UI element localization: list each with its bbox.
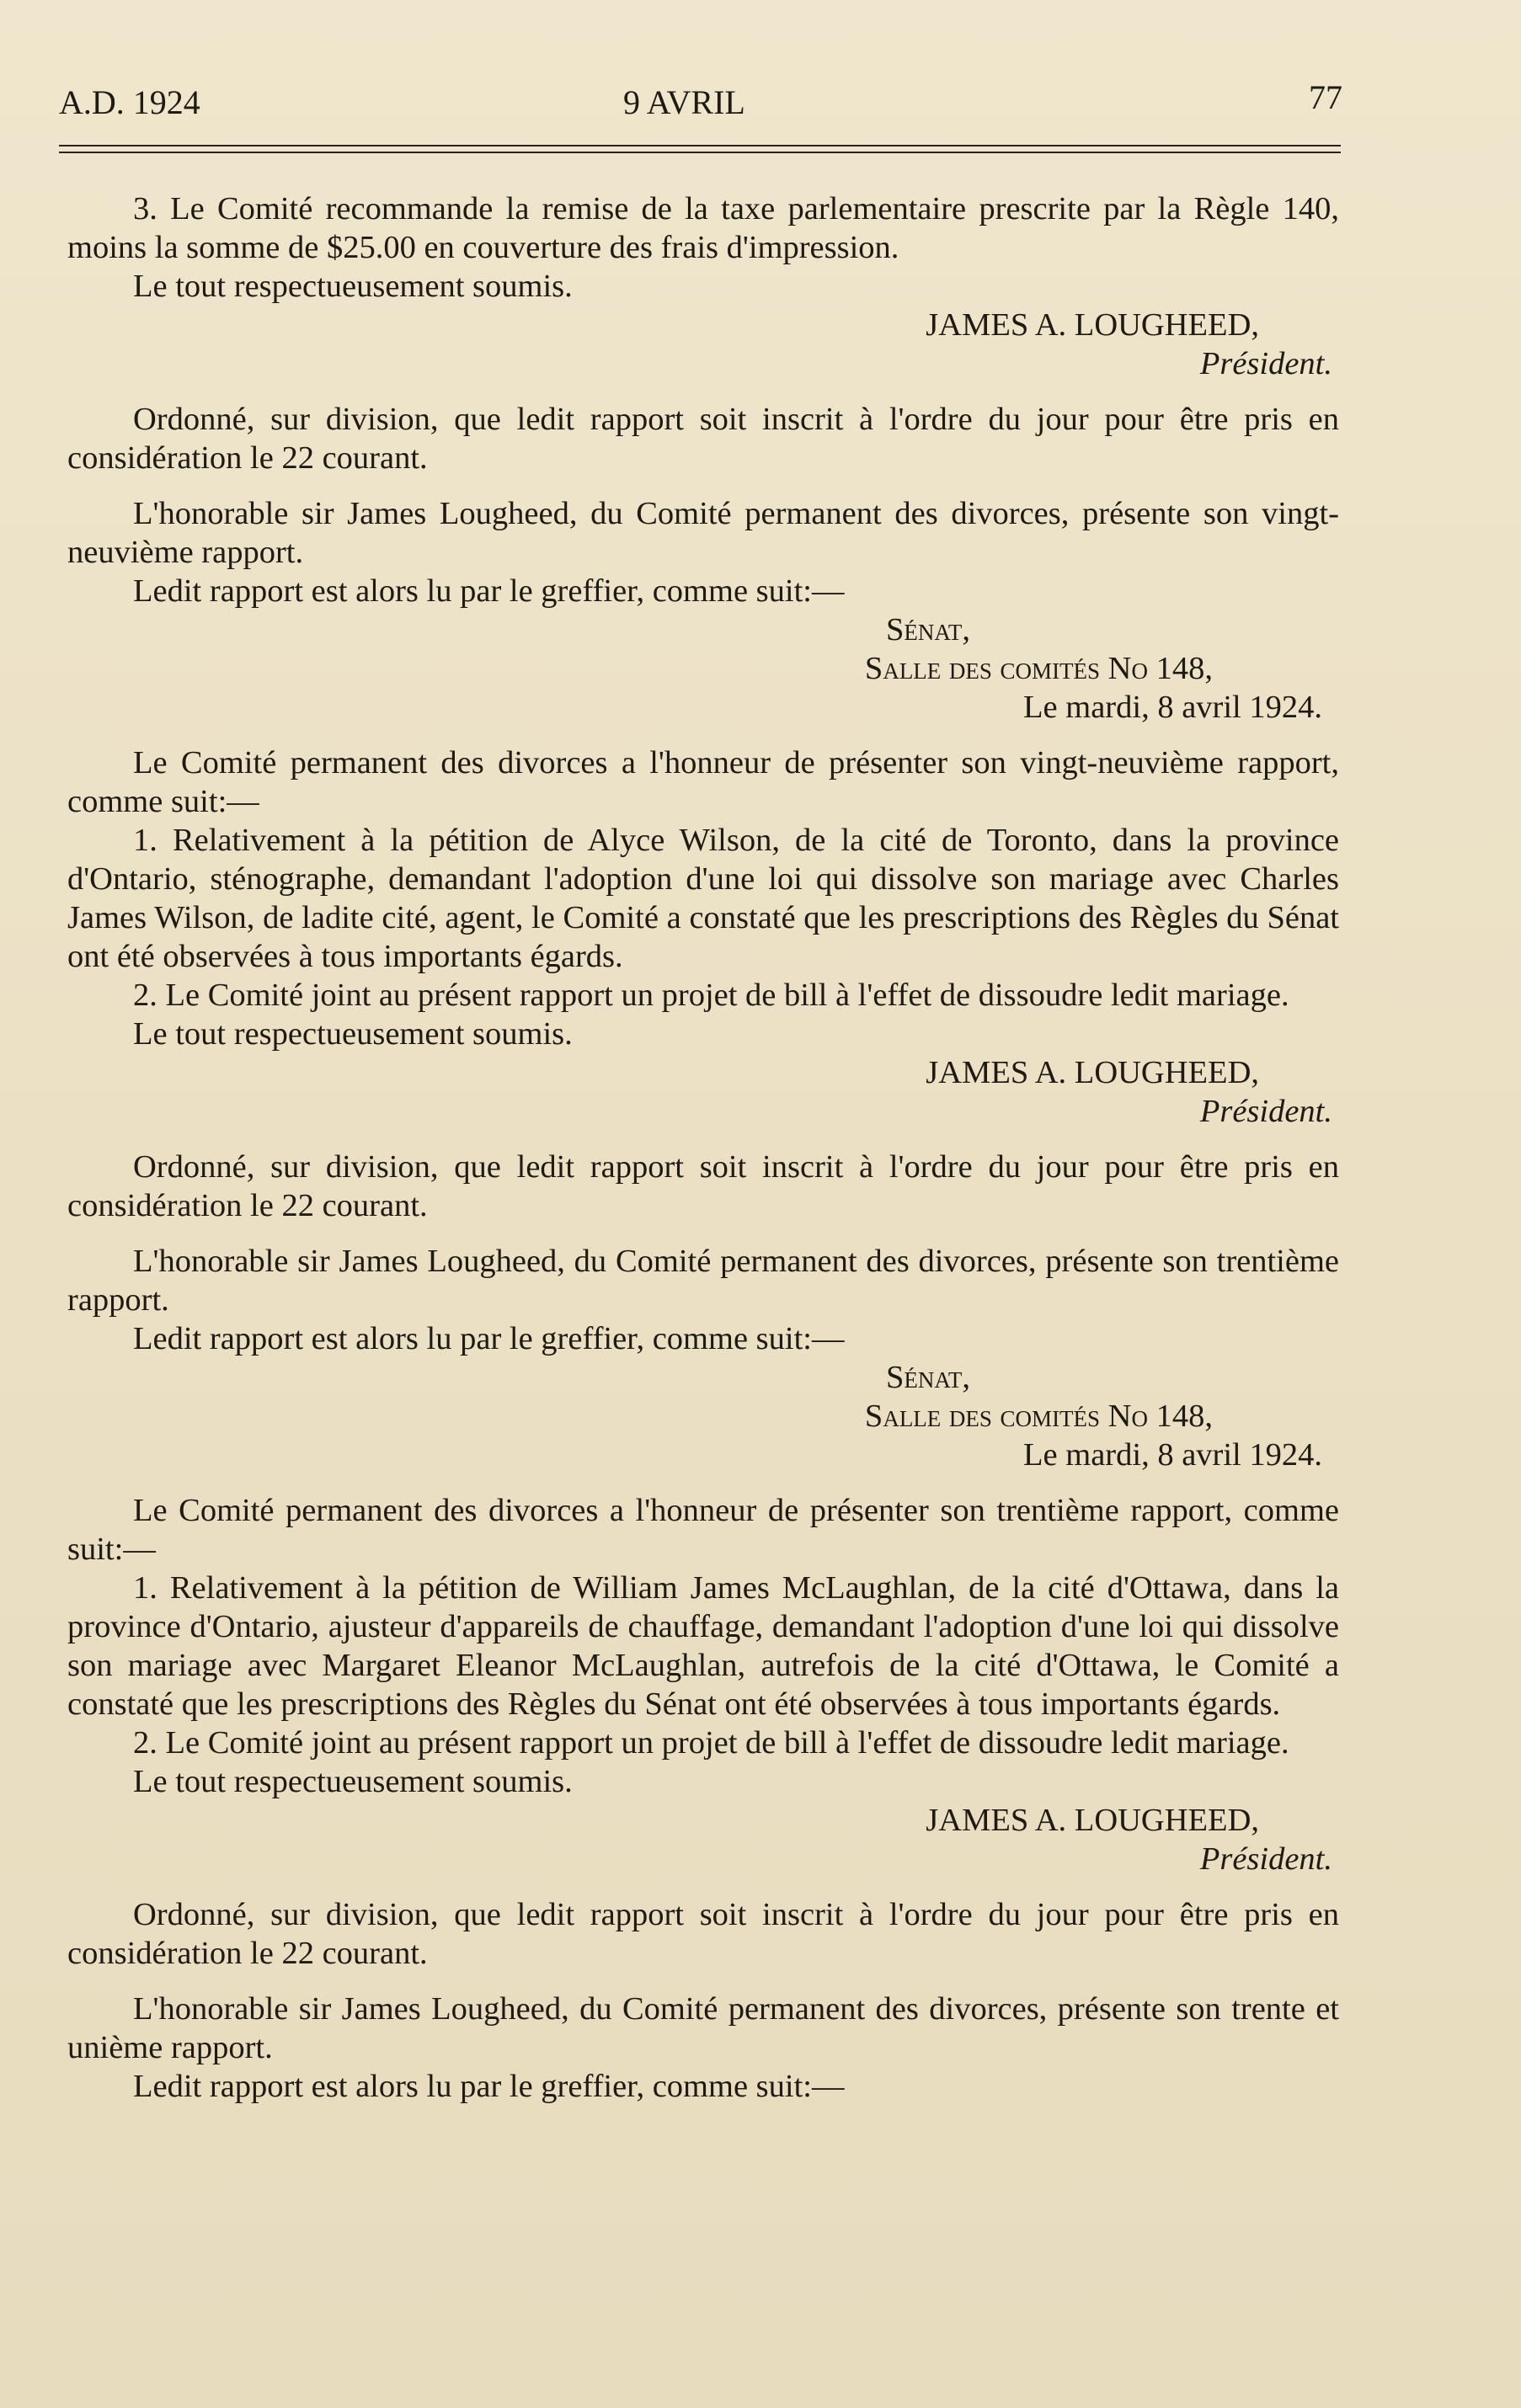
page-header	[59, 78, 1342, 133]
paragraph: L'honorable sir James Lougheed, du Comité permanent des divorces, présente son trentième rapport.	[67, 1244, 1339, 1318]
paragraph: Ledit rapport est alors lu par le greffier, comme suit:—	[133, 573, 845, 609]
report-heading-room: Salle des comités No 148,	[864, 651, 1213, 686]
paragraph: Ordonné, sur division, que ledit rapport soit inscrit à l'ordre du jour pour être pris en considération le 22 courant.	[67, 402, 1339, 476]
paragraph: 1. Relativement à la pétition de William James McLaughlan, de la cité d'Ottawa, dans la province d'Ontario, ajusteur d'appareils de chauffage, demandant l'adoption d'une loi qui dissolve son mariage avec Margaret Eleanor McLaughlan, autrefois de la cité d'Ottawa, le Comité a constaté que les prescriptions des Règles du Sénat ont été observées à tous importants égards.	[67, 1570, 1339, 1722]
paragraph: Ordonné, sur division, que ledit rapport soit inscrit à l'ordre du jour pour être pris en considération le 22 courant.	[67, 1897, 1339, 1971]
report-heading-room: Salle des comités No 148,	[864, 1398, 1213, 1434]
paragraph: Ledit rapport est alors lu par le greffier, comme suit:—	[133, 2069, 845, 2104]
header-date: 9 AVRIL	[623, 83, 745, 121]
paragraph: Ledit rapport est alors lu par le greffier, comme suit:—	[133, 1321, 845, 1356]
report-heading-date: Le mardi, 8 avril 1924.	[1023, 1437, 1322, 1473]
paragraph: 2. Le Comité joint au présent rapport un projet de bill à l'effet de dissoudre ledit mariage.	[133, 978, 1289, 1013]
paragraph: Le Comité permanent des divorces a l'honneur de présenter son trentième rapport, comme suit:—	[67, 1493, 1339, 1567]
paragraph: 1. Relativement à la pétition de Alyce Wilson, de la cité de Toronto, dans la province d'Ontario, sténographe, demandant l'adoption d'une loi qui dissolve son mariage avec Charles James Wilson, de ladite cité, agent, le Comité a constaté que les prescriptions des Règles du Sénat ont été observées à tous importants égards.	[67, 823, 1339, 974]
header-rule-top	[59, 145, 1341, 147]
signature-title: Président.	[1199, 346, 1332, 381]
report-heading-date: Le mardi, 8 avril 1924.	[1023, 690, 1322, 725]
paragraph: Le tout respectueusement soumis.	[133, 1764, 573, 1799]
paragraph: 3. Le Comité recommande la remise de la taxe parlementaire prescrite par la Règle 140, moins la somme de $25.00 en couverture des frais d'impression.	[67, 191, 1339, 265]
header-year: A.D. 1924	[59, 83, 200, 121]
paragraph: Le Comité permanent des divorces a l'honneur de présenter son vingt-neuvième rapport, comme suit:—	[67, 745, 1339, 819]
paragraph: L'honorable sir James Lougheed, du Comité permanent des divorces, présente son vingt-neuvième rapport.	[67, 496, 1339, 570]
header-rule-bottom	[59, 152, 1341, 153]
signature-name: JAMES A. LOUGHEED,	[926, 1055, 1259, 1090]
paragraph: L'honorable sir James Lougheed, du Comité permanent des divorces, présente son trente et unième rapport.	[67, 1991, 1339, 2065]
signature-title: Président.	[1199, 1841, 1332, 1877]
signature-name: JAMES A. LOUGHEED,	[926, 1803, 1259, 1838]
paragraph: Ordonné, sur division, que ledit rapport soit inscrit à l'ordre du jour pour être pris en considération le 22 courant.	[67, 1149, 1339, 1223]
report-heading-senate: Sénat,	[885, 1360, 970, 1395]
paragraph: 2. Le Comité joint au présent rapport un projet de bill à l'effet de dissoudre ledit mariage.	[133, 1725, 1289, 1761]
page-body	[67, 189, 1339, 2106]
signature-name: JAMES A. LOUGHEED,	[926, 307, 1259, 343]
paragraph: Le tout respectueusement soumis.	[133, 269, 573, 304]
signature-title: Président.	[1199, 1094, 1332, 1129]
page-number: 77	[1309, 78, 1342, 116]
paragraph: Le tout respectueusement soumis.	[133, 1016, 573, 1052]
report-heading-senate: Sénat,	[885, 612, 970, 647]
